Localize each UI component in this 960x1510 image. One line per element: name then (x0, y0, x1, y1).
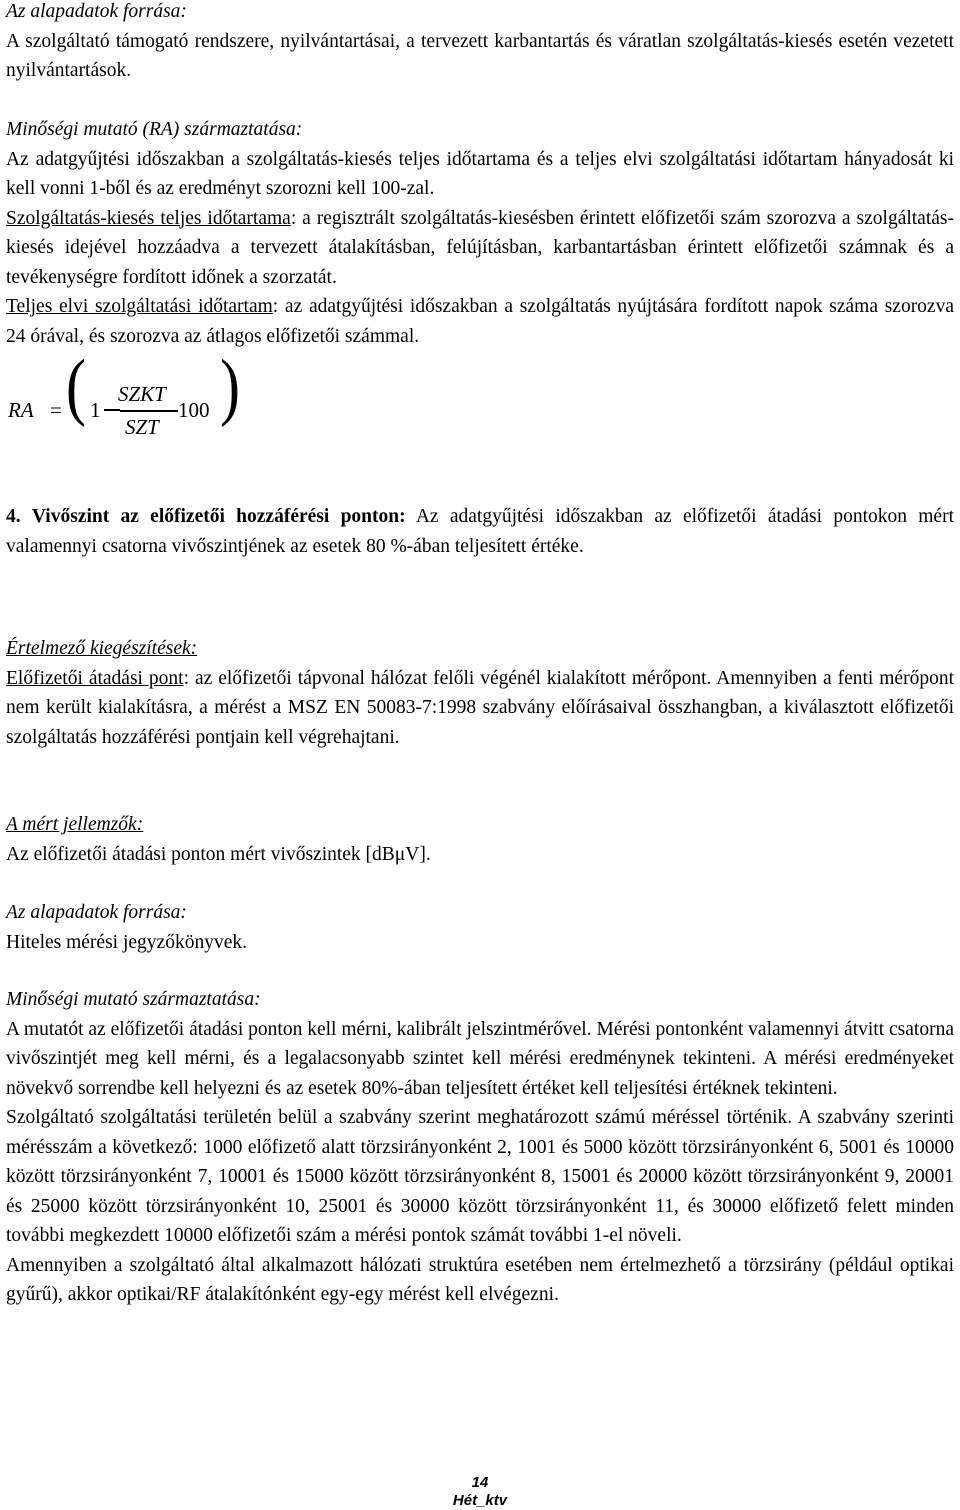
section-4-text: Az adatgyűjtési időszakban az előfizetői átadási pontokon mért valamennyi csatorna vivőszintjének az esetek 80 %-ában teljesített értéke. (6, 506, 955, 557)
note-text: : az előfizetői tápvonal hálózat felőli végénél kialakított mérőpont. Amennyiben a fenti mérőpont nem került kialakításra, a mérést a MSZ EN 50083-7:1998 szabvány előírásaival összhangban, a kiválasztott előfizetői szolgáltatás hozzáférési pontjain kell végrehajtani. (6, 667, 954, 748)
formula-equals: = (50, 398, 62, 422)
definition-text: : a regisztrált szolgáltatás-kiesésben érintett előfizetői szám szorozva a szolgáltatás-kiesés idejével hozzáadva a tervezett átalakításban, felújításban, karbantartásban érintett előfizetői számnak és a tevékenységre fordított időnek a szorzatát. (6, 207, 954, 288)
formula-one: 1 (90, 398, 101, 422)
notes-heading: Értelmező kiegészítések: (6, 638, 198, 659)
formula-left-paren: ( (66, 344, 86, 428)
formula-fraction-bar (120, 410, 178, 412)
formula-lhs: RA (8, 398, 34, 422)
formula-factor: 100 (178, 398, 210, 422)
page-footer (0, 1474, 960, 1510)
ra-formula (6, 344, 266, 460)
formula-numerator: SZKT (118, 382, 166, 406)
page-number: 14 (471, 1474, 489, 1491)
measured-section (6, 810, 954, 869)
derivation-paragraph-2: Szolgáltató szolgáltatási területén belül a szabvány szerint meghatározott számú méréssel történik. A szabvány szerinti mérésszám a következő: 1000 előfizető alatt törzsirányonként 2, 1001 és 5000 között törzsirányonként 6, 5001 és 10000 között törzsirányonként 7, 10001 és 15000 között törzsirányonként 8, 15001 és 20000 között törzsirányonként 9, 20001 és 25000 között törzsirányonként 10, 25001 és 30000 között törzsirányonként 11, és 30000 előfizető felett minden további megkezdett 10000 előfizetői szám a mérési pontok számát további 1-el növeli. (6, 1107, 954, 1246)
section-4 (6, 502, 954, 561)
definition-term: Szolgáltatás-kiesés teljes időtartama (6, 207, 291, 229)
source-section-4 (6, 898, 954, 957)
source-section-1 (6, 0, 954, 86)
source-heading-4: Az alapadatok forrása: (6, 902, 187, 923)
derivation-text-1: Az adatgyűjtési időszakban a szolgáltatás-kiesés teljes időtartama és a teljes elvi szolgáltatási időtartam hányadosát ki kell vonni 1-ből és az eredményt szorozni kell 100-zal. (6, 148, 954, 199)
derivation-heading-4: Minőségi mutató származtatása: (6, 989, 261, 1010)
measured-text: Az előfizetői átadási ponton mért vivőszintek [dBμV]. (6, 843, 431, 865)
derivation-paragraph-3: Amennyiben a szolgáltató által alkalmazott hálózati struktúra esetében nem értelmezhető a törzsirány (például optikai gyűrű), akkor optikai/RF átalakítónként egy-egy mérést kell elvégezni. (6, 1254, 954, 1305)
source-heading-1: Az alapadatok forrása: (6, 1, 187, 22)
derivation-heading-1: Minőségi mutató (RA) származtatása: (6, 119, 303, 140)
note-paragraph (6, 664, 954, 753)
source-text-1: A szolgáltató támogató rendszere, nyilvántartásai, a tervezett karbantartás és váratlan szolgáltatás-kiesés esetén vezetett nyilvántartások. (6, 30, 954, 81)
section-4-intro (6, 502, 954, 561)
section-number: 4. (6, 506, 21, 527)
source-text-4: Hiteles mérési jegyzőkönyvek. (6, 931, 247, 953)
derivation-section-4 (6, 985, 954, 1310)
note-term: Előfizetői átadási pont (6, 667, 184, 689)
definition-outage-duration (6, 204, 954, 293)
definition-theoretical-duration (6, 292, 954, 351)
notes-section (6, 634, 954, 752)
definition-text: : az adatgyűjtési időszakban a szolgáltatás nyújtására fordított napok száma szorozva 24 órával, és szorozva az átlagos előfizetői számmal. (6, 296, 954, 347)
derivation-section-1 (6, 115, 954, 351)
measured-heading: A mért jellemzők: (6, 814, 144, 835)
derivation-paragraph-1: A mutatót az előfizetői átadási ponton kell mérni, kalibrált jelszintmérővel. Mérési pontonként valamennyi átvitt csatorna vivőszintjét meg kell mérni, és a legalacsonyabb szintet kell mérési eredménynek tekinteni. A mérési eredményeket növekvő sorrendbe kell helyezni és az esetek 80%-ában teljesített értéket kell teljesítési értéknek tekinteni. (6, 1018, 954, 1099)
formula-denominator: SZT (125, 415, 159, 439)
definition-term: Teljes elvi szolgáltatási időtartam (6, 296, 273, 317)
section-title: Vivőszint az előfizetői hozzáférési ponton: (31, 506, 406, 527)
document-name: Hét_ktv (452, 1492, 508, 1509)
formula-right-paren: ) (220, 344, 240, 428)
